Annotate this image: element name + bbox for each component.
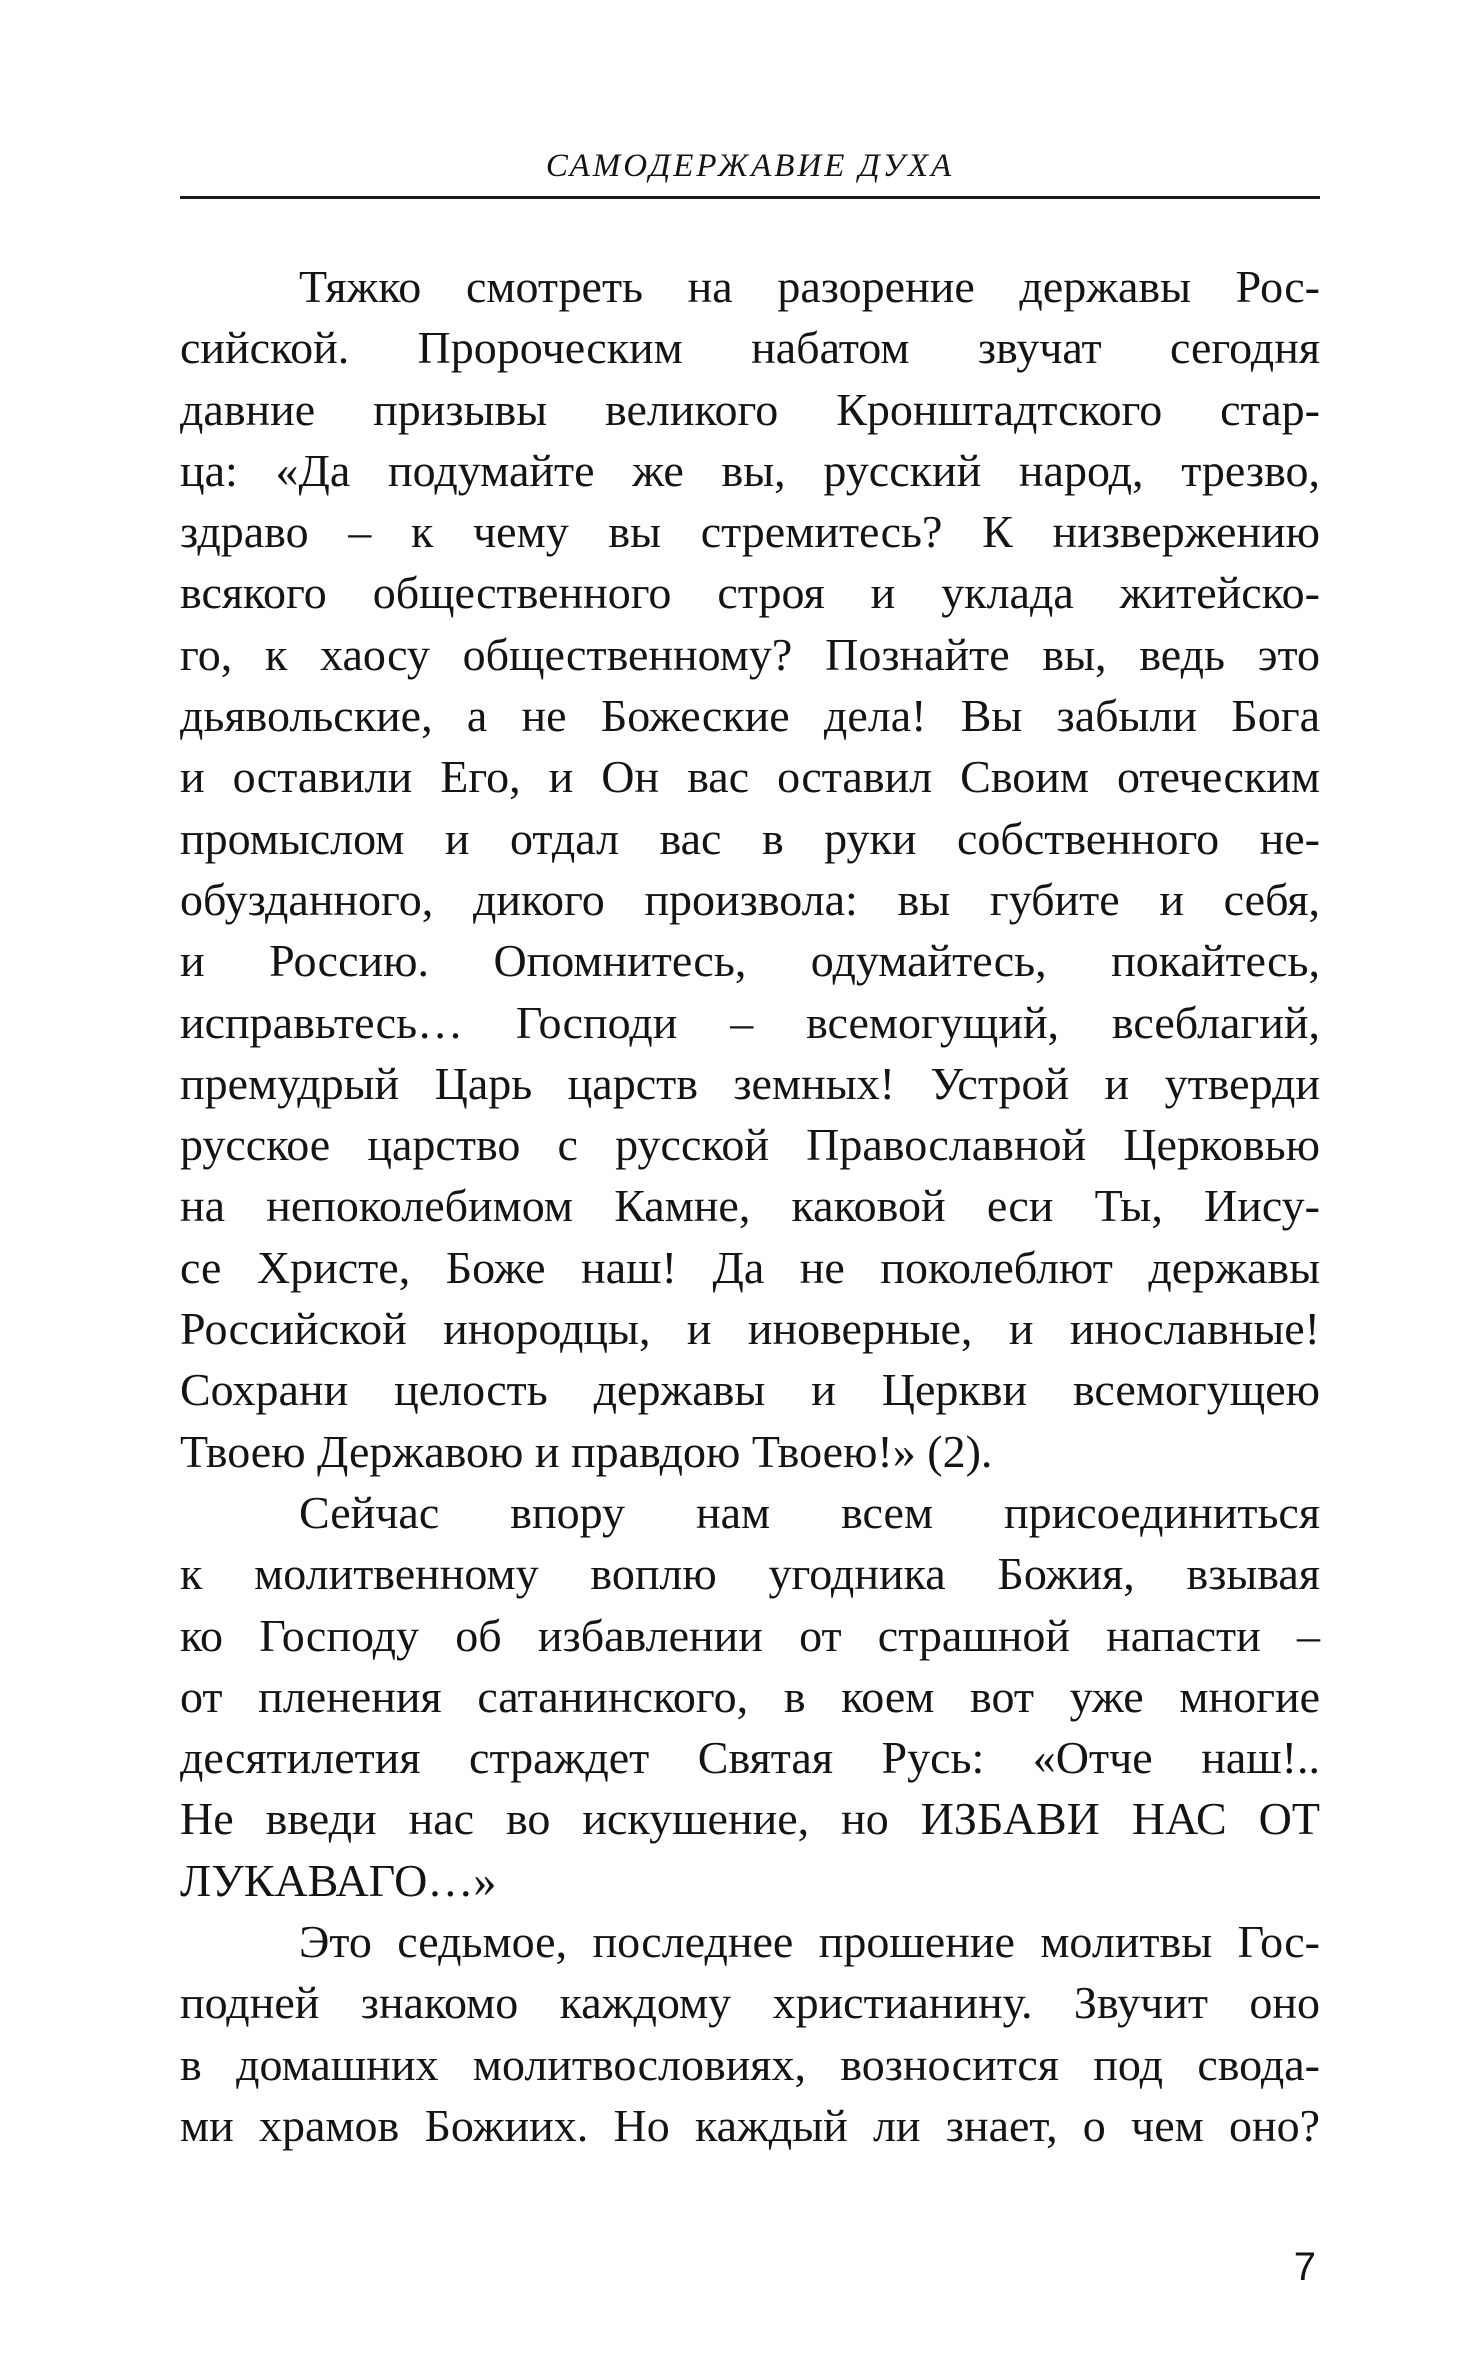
text-line: ца: «Да подумайте же вы, русский народ, трезво, [180, 444, 1320, 496]
text-line: Это седьмое, последнее прошение молитвы Гос- [299, 1916, 1320, 1968]
paragraph [180, 256, 1320, 1482]
text-line: десятилетия страждет Святая Русь: «Отче наш!.. [180, 1732, 1320, 1784]
text-line: русское царство с русской Православной Церковью [180, 1119, 1320, 1171]
text-line: премудрый Царь царств земных! Устрой и утверди [180, 1057, 1320, 1109]
text-line: Не введи нас во искушение, но ИЗБАВИ НАС ОТ [180, 1793, 1320, 1845]
text-line: на непоколебимом Камне, каковой еси Ты, Иису- [180, 1180, 1320, 1232]
header-rule [180, 196, 1320, 199]
text-line: ЛУКАВАГО…» [180, 1854, 497, 1906]
text-line: Сейчас впору нам всем присоединиться [299, 1486, 1320, 1538]
text-line: Тяжко смотреть на разорение державы Рос- [299, 261, 1320, 312]
text-line: в домашних молитвословиях, возносится под свода- [180, 2038, 1320, 2090]
text-line: ми храмов Божиих. Но каждый ли знает, о чем оно? [180, 2099, 1320, 2151]
text-line: дьявольские, а не Божеские дела! Вы забыли Бога [180, 690, 1320, 742]
running-head: САМОДЕРЖАВИЕ ДУХА [545, 148, 955, 184]
body-text [180, 256, 1320, 2156]
text-line: давние призывы великого Кронштадтского стар- [180, 383, 1320, 435]
text-line: се Христе, Боже наш! Да не поколеблют державы [180, 1241, 1320, 1293]
text-line: промыслом и отдал вас в руки собственного не- [180, 812, 1320, 864]
text-line: обузданного, дикого произвола: вы губите и себя, [180, 873, 1320, 925]
text-line: исправьтесь… Господи – всемогущий, всеблагий, [180, 996, 1320, 1048]
text-line: го, к хаосу общественному? Познайте вы, ведь это [180, 628, 1320, 680]
text-line: и Россию. Опомнитесь, одумайтесь, покайтесь, [180, 935, 1320, 987]
text-line: Сохрани целость державы и Церкви всемогущею [180, 1364, 1320, 1416]
text-line: ко Господу об избавлении от страшной напасти – [180, 1609, 1320, 1661]
text-line: здраво – к чему вы стремитесь? К низвержению [180, 506, 1320, 558]
text-line: подней знакомо каждому христианину. Звучит оно [180, 1977, 1320, 2029]
text-line: Российской инородцы, и иноверные, и инославные! [180, 1303, 1320, 1355]
paragraph [180, 1911, 1320, 2156]
text-line: всякого общественного строя и уклада житейско- [180, 567, 1320, 619]
text-line: Твоею Державою и правдою Твоею!» (2). [180, 1425, 993, 1477]
page-number: 7 [1293, 2245, 1316, 2289]
paragraph [180, 1482, 1320, 1911]
text-line: и оставили Его, и Он вас оставил Своим отеческим [180, 751, 1320, 803]
text-line: от пленения сатанинского, в коем вот уже многие [180, 1670, 1320, 1722]
text-line: сийской. Пророческим набатом звучат сегодня [180, 322, 1320, 374]
text-line: к молитвенному воплю угодника Божия, взывая [180, 1548, 1320, 1600]
